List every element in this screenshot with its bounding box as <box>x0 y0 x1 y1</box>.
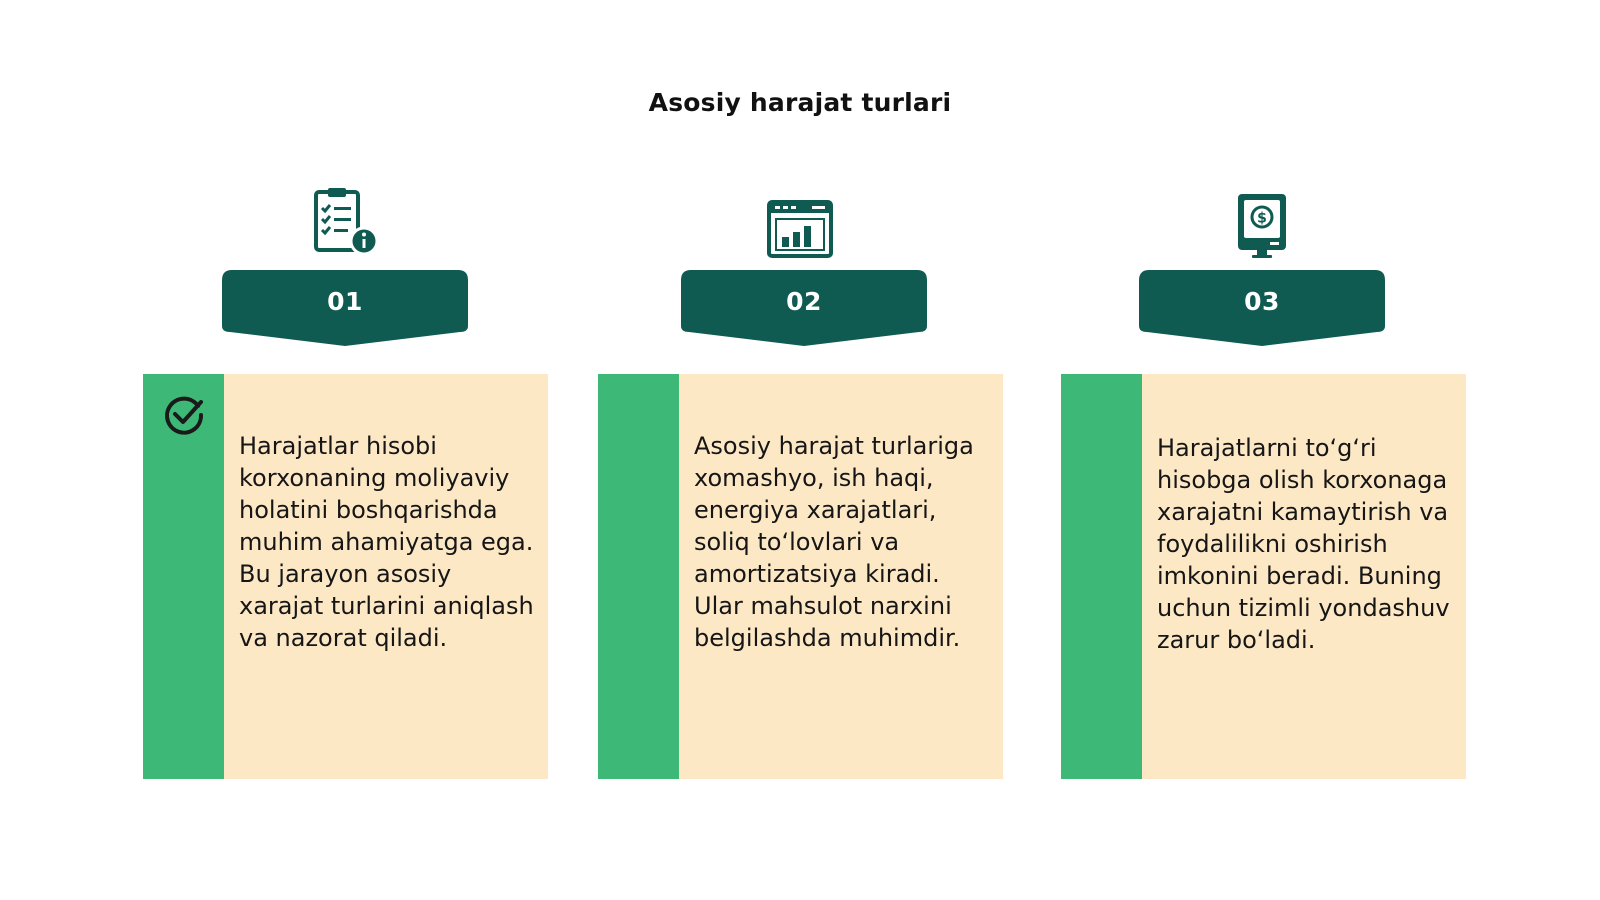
card-text: Harajatlarni to‘g‘ri hisobga olish korxonaga xarajatni kamaytirish va foydalilikni oshirish imkonini beradi. Buning uchun tizimli yondashuv zarur bo‘ladi. <box>1157 434 1450 654</box>
bar-chart-window-icon <box>764 192 836 264</box>
svg-text:$: $ <box>1257 210 1267 227</box>
step-card-1 <box>143 374 548 779</box>
card-body <box>1142 374 1466 779</box>
check-circle-icon <box>161 392 207 438</box>
step-badge-2 <box>681 270 927 346</box>
step-card-3 <box>1061 374 1466 779</box>
step-badge-1 <box>222 270 468 346</box>
step-number: 01 <box>327 287 363 316</box>
card-stripe <box>598 374 679 779</box>
step-number: 02 <box>786 287 822 316</box>
step-badge-3 <box>1139 270 1385 346</box>
page-title: Asosiy harajat turlari <box>648 88 952 117</box>
card-body <box>224 374 548 779</box>
step-card-2 <box>598 374 1003 779</box>
card-text: Asosiy harajat turlariga xomashyo, ish haqi, energiya xarajatlari, soliq to‘lovlari va amortizatsiya kiradi. Ular mahsulot narxini belgilashda muhimdir. <box>694 432 974 652</box>
step-number: 03 <box>1244 287 1280 316</box>
card-body <box>679 374 1003 779</box>
monitor-dollar-icon <box>1226 190 1298 262</box>
card-stripe <box>1061 374 1142 779</box>
clipboard-checklist-info-icon <box>310 186 382 258</box>
card-stripe <box>143 374 224 779</box>
card-text: Harajatlar hisobi korxonaning moliyaviy holatini boshqarishda muhim ahamiyatga ega. Bu jarayon asosiy xarajat turlarini aniqlash va nazorat qiladi. <box>239 432 534 652</box>
